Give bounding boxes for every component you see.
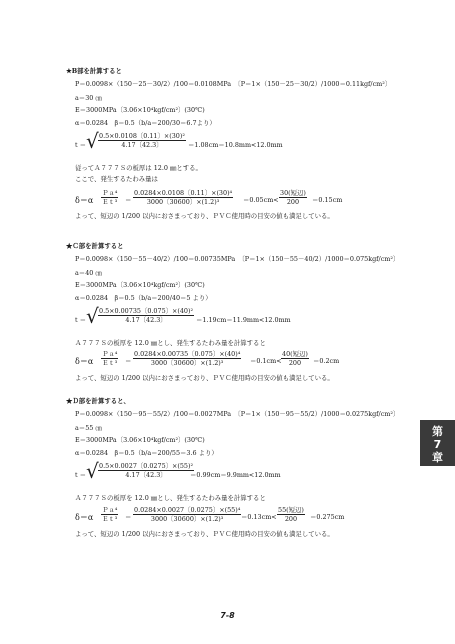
section-c-limit-denominator: 200 — [288, 359, 302, 367]
section-c-conclusion: よって、短辺の 1/200 以内におさまっており、ＰＶＣ使用時の目安の値も満足している。 — [75, 374, 334, 382]
section-c-thickness-note: Ａ７７７Ｓの板厚を 12.0 ㎜とし、発生するたわみ量を計算すると — [75, 339, 266, 347]
section-d-delta-lhs: δ＝α — [75, 513, 94, 522]
section-b-modulus: E＝3000MPa〔3.06×10⁴kgf/cm²〕(30℃) — [75, 106, 205, 114]
section-c-delta-pa4: Ｐａ⁴ — [102, 350, 118, 358]
chapter-tab-number: 7 — [433, 438, 442, 451]
section-c-alpha: α＝0.0284 β＝0.5（b/a＝200/40＝5 より） — [75, 294, 212, 302]
section-d-delta-numeric — [133, 506, 241, 523]
section-b-delta-numerator: 0.0284×0.0108〔0.11〕×(30)⁴ — [134, 189, 233, 197]
section-d-heading: ★Ｄ部を計算すると、 — [66, 397, 130, 405]
section-b-delta-numeric — [133, 189, 233, 206]
section-d-t-label: t ＝ — [75, 471, 86, 479]
section-b-t-label: t ＝ — [75, 141, 86, 149]
section-b-thickness-note: 従ってＡ７７７Ｓの板厚は 12.0 ㎜とする。 — [75, 164, 202, 172]
section-c-delta-lhs: δ＝α — [75, 357, 94, 366]
section-d-alpha: α＝0.0284 β＝0.5（b/a＝200/55＝3.6 より） — [75, 449, 218, 457]
section-b-delta-et3: Ｅｔ³ — [102, 198, 118, 206]
section-b-t-fraction — [98, 132, 186, 149]
section-d-span: a＝55 ㎝ — [75, 424, 102, 432]
section-d-t-denominator: 4.17〔42.3〕 — [125, 471, 167, 479]
section-b-delta-denominator: 3000〔30600〕×(1.2)³ — [146, 198, 220, 206]
section-b-span: a＝30 ㎝ — [75, 94, 102, 102]
section-b-pressure: P＝0.0098×（150－25－30/2）/100＝0.0108MPa 〔P＝1×（150－25－30/2）/1000＝0.11kgf/cm²〕 — [75, 80, 392, 88]
section-b-heading: ★B部を計算すると — [66, 67, 122, 75]
section-b-delta-limit — [279, 189, 307, 206]
section-c-delta-numeric — [133, 350, 241, 367]
section-d-delta-numerator: 0.0284×0.0027〔0.0275〕×(55)⁴ — [134, 506, 241, 514]
chapter-tab-char-1: 第 — [432, 425, 443, 438]
section-c-span: a＝40 ㎝ — [75, 269, 102, 277]
section-d-limit-denominator: 200 — [284, 515, 298, 523]
section-c-t-fraction — [98, 307, 194, 324]
section-b-delta-lhs: δ＝α — [75, 196, 94, 205]
section-c-t-label: t ＝ — [75, 316, 86, 324]
section-b-limit-numerator: 30(短辺) — [280, 189, 306, 197]
section-d-pressure: P＝0.0098×（150－95－55/2）/100＝0.0027MPa 〔P＝1×（150－95－55/2）/1000＝0.0275kgf/cm²〕 — [75, 410, 400, 418]
chapter-tab — [420, 420, 455, 466]
section-d-delta-value: ＝0.13cm< — [241, 513, 277, 521]
section-b-alpha: α＝0.0284 β＝0.5（b/a＝200/30＝6.7より） — [75, 119, 216, 127]
section-c-delta-value: ＝0.1cm< — [250, 357, 282, 365]
section-c-delta-denominator: 3000〔30600〕×(1.2)³ — [150, 359, 224, 367]
section-d-delta-limit — [277, 506, 305, 523]
section-d-delta-pa4: Ｐａ⁴ — [102, 506, 118, 514]
section-c-delta-numerator: 0.0284×0.00735〔0.075〕×(40)⁴ — [134, 350, 241, 358]
section-c-delta-symbolic — [101, 350, 118, 367]
page-number: 7-8 — [220, 611, 235, 620]
section-d-conclusion: よって、短辺の 1/200 以内におさまっており、ＰＶＣ使用時の目安の値も満足している。 — [75, 530, 334, 538]
section-d-t-result: ＝0.99cm＝9.9mm<12.0mm — [190, 471, 281, 479]
section-b-t-denominator: 4.17〔42.3〕 — [121, 141, 163, 149]
chapter-tab-char-2: 章 — [432, 451, 443, 464]
section-c-limit-numerator: 40(短辺) — [282, 350, 308, 358]
section-c-t-numerator: 0.5×0.00735〔0.075〕×(40)² — [99, 307, 194, 315]
section-b-conclusion: よって、短辺の 1/200 以内におさまっており、ＰＶＣ使用時の目安の値も満足している。 — [75, 212, 334, 220]
section-b-delta-symbolic — [101, 189, 118, 206]
section-b-deflection-intro: ここで、発生するたわみ量は — [75, 175, 158, 183]
section-d-modulus: E＝3000MPa〔3.06×10⁴kgf/cm²〕(30℃) — [75, 436, 205, 444]
section-d-delta-denominator: 3000〔30600〕×(1.2)³ — [150, 515, 224, 523]
section-d-t-fraction — [98, 462, 194, 479]
section-c-delta-et3: Ｅｔ³ — [102, 359, 118, 367]
section-d-thickness-note: Ａ７７７Ｓの板厚を 12.0 ㎜とし、発生するたわみ量を計算すると — [75, 494, 266, 502]
section-b-delta-pa4: Ｐａ⁴ — [102, 189, 118, 197]
section-d-delta-symbolic — [101, 506, 118, 523]
section-b-delta-limit-value: ＝0.15cm — [312, 196, 343, 204]
section-c-pressure: P＝0.0098×（150－55－40/2）/100＝0.00735MPa 〔P＝1×（150－55－40/2）/1000＝0.075kgf/cm²〕 — [75, 255, 400, 263]
section-b-t-numerator: 0.5×0.0108〔0.11〕×(30)² — [99, 132, 185, 140]
section-d-limit-numerator: 55(短辺) — [278, 506, 304, 514]
section-c-heading: ★Ｃ部を計算すると — [66, 242, 124, 250]
section-c-t-result: ＝1.19cm＝11.9mm<12.0mm — [196, 316, 291, 324]
section-d-delta-limit-value: ＝0.275cm — [310, 513, 345, 521]
section-b-limit-denominator: 200 — [286, 198, 300, 206]
section-d-delta-et3: Ｅｔ³ — [102, 515, 118, 523]
section-c-delta-limit — [281, 350, 309, 367]
section-c-delta-limit-value: ＝0.2cm — [313, 357, 340, 365]
section-d-t-numerator: 0.5×0.0027〔0.0275〕×(55)² — [99, 462, 194, 470]
section-b-t-result: ＝1.08cm＝10.8mm<12.0mm — [188, 141, 283, 149]
section-c-t-denominator: 4.17〔42.3〕 — [125, 316, 167, 324]
section-c-modulus: E＝3000MPa〔3.06×10⁴kgf/cm²〕(30℃) — [75, 281, 205, 289]
section-b-delta-value: ＝0.05cm< — [243, 196, 279, 204]
